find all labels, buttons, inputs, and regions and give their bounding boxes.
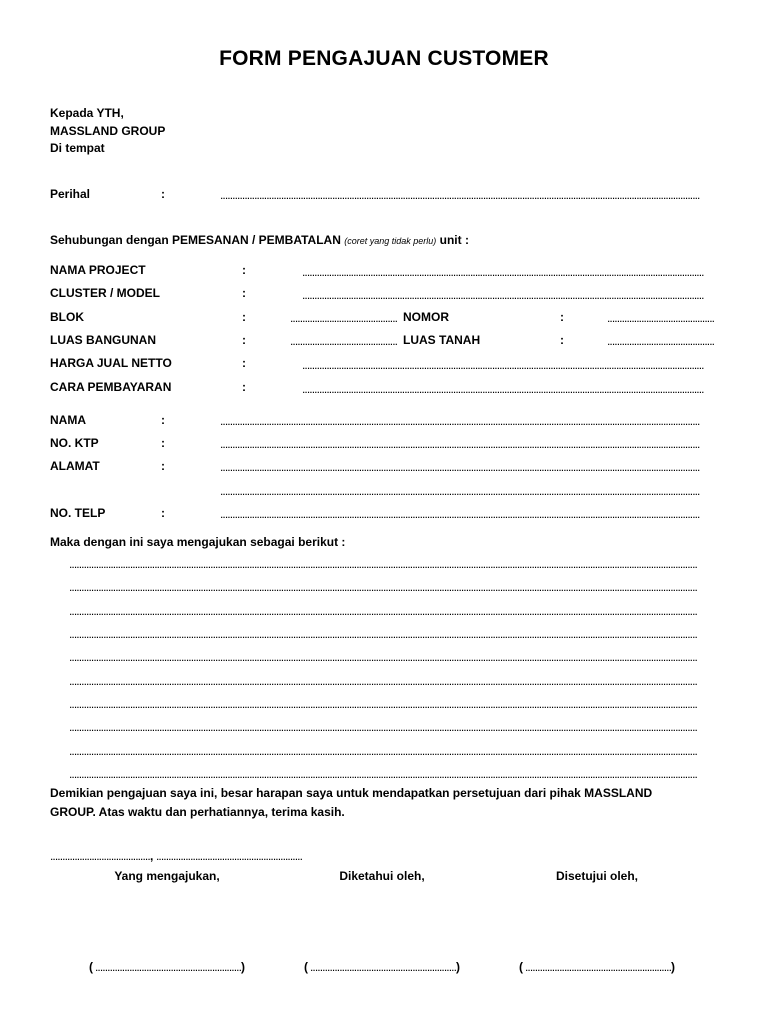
no-telp-label: NO. TELP [50,506,106,520]
subject-note: (coret yang tidak perlu) [344,236,437,246]
request-intro: Maka dengan ini saya mengajukan sebagai berikut : [50,535,346,549]
request-line[interactable] [69,767,697,781]
blok-colon: : [242,310,246,324]
request-line[interactable] [69,697,697,711]
nama-project-field[interactable] [302,265,704,279]
alamat-colon: : [161,459,165,473]
perihal-colon: : [161,187,165,201]
cluster-model-colon: : [242,286,246,300]
subject-suffix: unit : [439,233,469,247]
blok-field[interactable] [290,311,398,325]
recipient-line-3: Di tempat [50,141,105,155]
signature-field-acknowledged[interactable] [310,960,456,974]
perihal-label: Perihal [50,187,91,201]
signature-label-acknowledged: Diketahui oleh, [339,869,425,883]
signature-paren-close: ) [456,960,460,974]
perihal-field[interactable] [220,188,700,202]
request-line[interactable] [69,627,697,641]
closing-line-1: Demikian pengajuan saya ini, besar harapan saya untuk mendapatkan persetujuan dari pihak MASSLAND [50,786,653,800]
alamat-field-line-2[interactable] [220,484,700,498]
cluster-model-field[interactable] [302,288,704,302]
nama-field[interactable] [220,414,700,428]
subject-prefix: Sehubungan dengan PEMESANAN / PEMBATALAN [50,233,341,247]
subject-line [50,233,469,247]
request-line[interactable] [69,720,697,734]
luas-bangunan-colon: : [242,333,246,347]
cara-pembayaran-field[interactable] [302,382,704,396]
signature-field-applicant[interactable] [95,960,241,974]
signature-paren-open: ( [89,960,93,974]
date-field[interactable] [156,849,302,863]
nomor-field[interactable] [607,311,715,325]
alamat-label: ALAMAT [50,459,100,473]
cara-pembayaran-label: CARA PEMBAYARAN [50,380,172,394]
request-line[interactable] [69,650,697,664]
luas-tanah-label: LUAS TANAH [403,333,481,347]
signature-label-applicant: Yang mengajukan, [114,869,220,883]
nama-project-colon: : [242,263,246,277]
signature-label-approved: Disetujui oleh, [555,869,638,883]
harga-jual-netto-field[interactable] [302,358,704,372]
harga-jual-netto-label: HARGA JUAL NETTO [50,356,172,370]
signature-paren-close: ) [241,960,245,974]
signature-paren-open: ( [519,960,523,974]
cara-pembayaran-colon: : [242,380,246,394]
closing-line-2: GROUP. Atas waktu dan perhatiannya, terima kasih. [50,805,345,819]
date-separator: , [150,849,154,863]
nomor-colon: : [560,310,564,324]
luas-bangunan-label: LUAS BANGUNAN [50,333,156,347]
request-line[interactable] [69,557,697,571]
place-field[interactable] [50,849,150,863]
harga-jual-netto-colon: : [242,356,246,370]
request-line[interactable] [69,744,697,758]
nama-project-label: NAMA PROJECT [50,263,146,277]
luas-bangunan-field[interactable] [290,334,398,348]
request-line[interactable] [69,604,697,618]
luas-tanah-field[interactable] [607,334,715,348]
luas-tanah-colon: : [560,333,564,347]
request-line[interactable] [69,580,697,594]
signature-paren-close: ) [671,960,675,974]
no-ktp-colon: : [161,436,165,450]
no-telp-field[interactable] [220,507,700,521]
alamat-field-line-1[interactable] [220,460,700,474]
page-title: FORM PENGAJUAN CUSTOMER [219,47,549,70]
request-line[interactable] [69,674,697,688]
cluster-model-label: CLUSTER / MODEL [50,286,160,300]
signature-field-approved[interactable] [525,960,671,974]
recipient-line-2: MASSLAND GROUP [50,124,166,138]
no-ktp-field[interactable] [220,437,700,451]
nomor-label: NOMOR [403,310,449,324]
blok-label: BLOK [50,310,84,324]
no-ktp-label: NO. KTP [50,436,99,450]
nama-colon: : [161,413,165,427]
no-telp-colon: : [161,506,165,520]
signature-paren-open: ( [304,960,308,974]
recipient-line-1: Kepada YTH, [50,106,124,120]
nama-label: NAMA [50,413,86,427]
